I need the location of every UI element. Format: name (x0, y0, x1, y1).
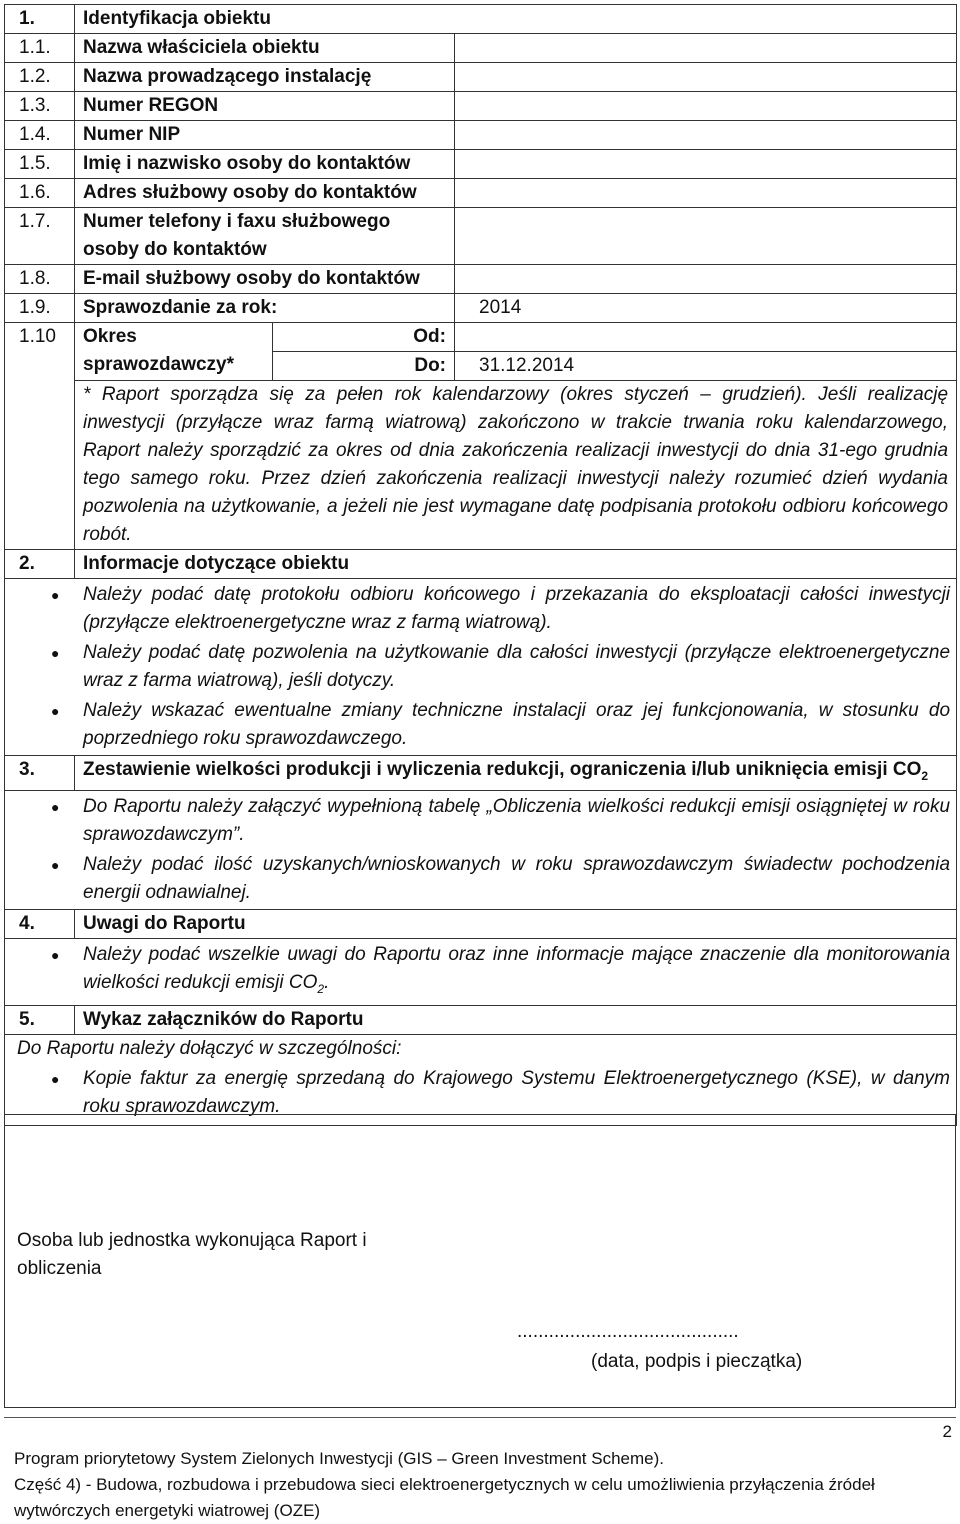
footer-line-2: Część 4) - Budowa, rozbudowa i przebudowa sieci elektroenergetycznych w celu umożliwienia przyłączenia źródeł wytwórczych energetyki wiatrowej (OZE) (14, 1475, 875, 1520)
footer (14, 1446, 934, 1524)
section-1-title: Identyfikacja obiektu (75, 5, 957, 34)
section-3-header (5, 756, 957, 791)
section-2-number: 2. (5, 550, 75, 579)
section-2-title: Informacje dotyczące obiektu (75, 550, 957, 579)
signature-label: Osoba lub jednostka wykonująca Raport i obliczenia (17, 1230, 367, 1279)
row-1-6 (5, 179, 957, 208)
section-5-header (5, 1005, 957, 1034)
row-number: 1.6. (5, 179, 75, 208)
section-2-list (5, 581, 952, 753)
row-label: Imię i nazwisko osoby do kontaktów (75, 150, 455, 179)
row-1-5 (5, 150, 957, 179)
report-form-table (4, 4, 957, 1126)
list-item: ● Należy podać ilość uzyskanych/wnioskowanych w roku sprawozdawczym świadectw pochodzenia energii odnawialnej. (5, 851, 952, 907)
page-number: 2 (942, 1422, 952, 1441)
period-note: * Raport sporządza się za pełen rok kalendarzowy (okres styczeń – grudzień). Jeśli realizację inwestycji (przyłącze wraz farmą wiatrową) zakończono w trakcie trwania roku kalendarzowego, Raport należy sporządzić za okres od dnia zakończenia realizacji inwestycji do dnia 31-ego grudnia tego samego roku. Przez dzień zakończenia realizacji inwestycji należy rozumieć dzień wydania pozwolenia na użytkowanie, a jeżeli nie jest wymagane datę podpisania protokołu odbioru końcowego robót. (75, 381, 957, 550)
section-5-list (5, 1065, 952, 1121)
row-label: Adres służbowy osoby do kontaktów (75, 179, 455, 208)
section-2-body (5, 579, 957, 756)
contact-phone-field[interactable] (455, 208, 957, 265)
section-1-header (5, 5, 957, 34)
row-1-10-from (5, 323, 957, 352)
signature-line[interactable]: .......................................... (517, 1321, 739, 1342)
period-from-value[interactable] (455, 323, 957, 352)
section-4-title: Uwagi do Raportu (75, 909, 957, 938)
row-1-9 (5, 294, 957, 323)
section-3-number: 3. (5, 756, 75, 791)
section-4-header (5, 909, 957, 938)
row-1-7 (5, 208, 957, 265)
list-item: ● Należy wskazać ewentualne zmiany techniczne instalacji oraz jej funkcjonowania, w stosunku do poprzedniego roku sprawozdawczego. (5, 697, 952, 753)
row-number: 1.2. (5, 63, 75, 92)
row-number: 1.9. (5, 294, 75, 323)
section-4-list (5, 941, 952, 1003)
contact-address-field[interactable] (455, 179, 957, 208)
section-3-body (5, 790, 957, 909)
row-label: Numer NIP (75, 121, 455, 150)
signature-caption: (data, podpis i pieczątka) (591, 1351, 803, 1372)
row-label: E-mail służbowy osoby do kontaktów (75, 265, 455, 294)
row-label: Okres sprawozdawczy* (75, 323, 273, 381)
section-5-number: 5. (5, 1005, 75, 1034)
contact-email-field[interactable] (455, 265, 957, 294)
report-year-value[interactable]: 2014 (455, 294, 957, 323)
row-number: 1.5. (5, 150, 75, 179)
row-number: 1.4. (5, 121, 75, 150)
row-1-1 (5, 34, 957, 63)
list-item: ● Należy podać wszelkie uwagi do Raportu oraz inne informacje mające znaczenie dla monitorowania wielkości redukcji emisji $CO_2$. (5, 941, 952, 1003)
row-label: Sprawozdanie za rok: (75, 294, 455, 323)
row-1-8 (5, 265, 957, 294)
regon-field[interactable] (455, 92, 957, 121)
period-from-label: Od: (273, 323, 455, 352)
row-number: 1.7. (5, 208, 75, 265)
section-3-list (5, 793, 952, 907)
signature-box (4, 1114, 956, 1408)
owner-name-field[interactable] (455, 34, 957, 63)
section-5-body (5, 1034, 957, 1125)
section-1-number: 1. (5, 5, 75, 34)
period-to-label: Do: (273, 352, 455, 381)
row-1-4 (5, 121, 957, 150)
contact-name-field[interactable] (455, 150, 957, 179)
period-to-value[interactable]: 31.12.2014 (455, 352, 957, 381)
section-3-title: Zestawienie wielkości produkcji i wyliczenia redukcji, ograniczenia i/lub uniknięcia emisji $CO_2$ (75, 756, 957, 791)
list-item: ● Kopie faktur za energię sprzedaną do Krajowego Systemu Elektroenergetycznego (KSE), w danym roku sprawozdawczym. (5, 1065, 952, 1121)
section-4-number: 4. (5, 909, 75, 938)
row-number: 1.8. (5, 265, 75, 294)
nip-field[interactable] (455, 121, 957, 150)
list-item: ● Należy podać datę protokołu odbioru końcowego i przekazania do eksploatacji całości inwestycji (przyłącze elektroenergetyczne wraz z farmą wiatrową). (5, 581, 952, 637)
row-number: 1.10 (5, 323, 75, 381)
section-5-title: Wykaz załączników do Raportu (75, 1005, 957, 1034)
row-label: Numer telefony i faxu służbowego osoby do kontaktów (75, 208, 455, 265)
row-number: 1.3. (5, 92, 75, 121)
section-4-body (5, 938, 957, 1005)
row-1-3 (5, 92, 957, 121)
operator-name-field[interactable] (455, 63, 957, 92)
list-item: ● Należy podać datę pozwolenia na użytkowanie dla całości inwestycji (przyłącze elektroenergetyczne wraz z farma wiatrową), jeśli dotyczy. (5, 639, 952, 695)
section-5-intro: Do Raportu należy dołączyć w szczególności: (17, 1037, 402, 1059)
row-period-note (5, 381, 957, 550)
section-2-header (5, 550, 957, 579)
footer-line-1: Program priorytetowy System Zielonych Inwestycji (GIS – Green Investment Scheme). (14, 1449, 665, 1468)
row-number: 1.1. (5, 34, 75, 63)
row-label: Nazwa właściciela obiektu (75, 34, 455, 63)
row-label: Nazwa prowadzącego instalację (75, 63, 455, 92)
row-1-2 (5, 63, 957, 92)
row-label: Numer REGON (75, 92, 455, 121)
list-item: ● Do Raportu należy załączyć wypełnioną tabelę „Obliczenia wielkości redukcji emisji osiągniętej w roku sprawozdawczym”. (5, 793, 952, 849)
footer-divider (4, 1417, 956, 1418)
